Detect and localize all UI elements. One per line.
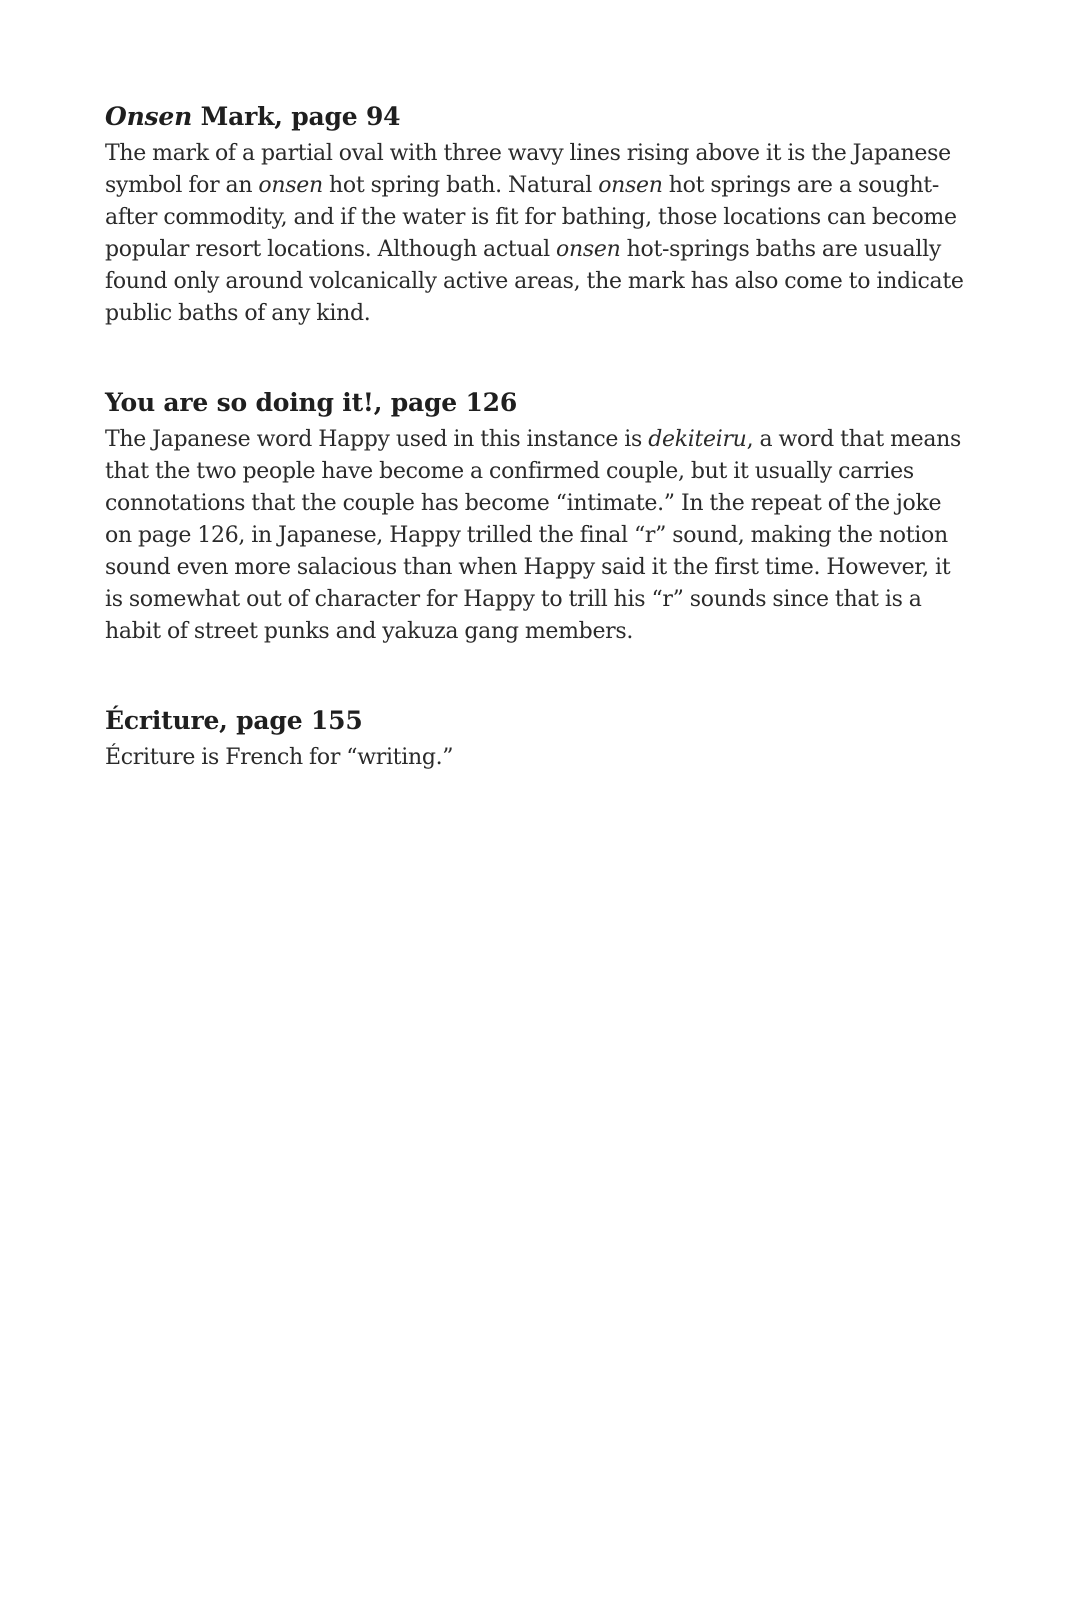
heading-text: Mark, page 94 xyxy=(192,102,401,131)
note-heading xyxy=(105,98,965,136)
body-run: Écriture is French for “writing.” xyxy=(105,745,454,770)
body-run: hot-springs baths are usually found only around volcanically active areas, the mark has also come to indicate public baths of any kind. xyxy=(105,237,964,326)
body-run-italic: dekiteiru xyxy=(648,427,747,452)
body-run-italic: onsen xyxy=(258,173,323,198)
note-heading xyxy=(105,702,965,740)
body-run: , a word that means that the two people have become a confirmed couple, but it usually carries connotations that the couple has become “intimate.” In the repeat of the joke on page 126, in Japanese, Happy trilled the final “r” sound, making the notion sound even more salacious than when Happy said it the first time. However, it is somewhat out of character for Happy to trill his “r” sounds since that is a habit of street punks and yakuza gang members. xyxy=(105,427,962,644)
note-body xyxy=(105,424,965,648)
note-so-doing-it xyxy=(105,384,965,648)
note-body xyxy=(105,742,965,774)
heading-italic: Onsen xyxy=(105,102,193,131)
glossary-page xyxy=(105,98,965,774)
note-ecriture xyxy=(105,702,965,774)
body-run: hot spring bath. Natural xyxy=(322,173,599,198)
heading-text: You are so doing it!, page 126 xyxy=(105,388,518,417)
body-run: The Japanese word Happy used in this instance is xyxy=(105,427,649,452)
note-onsen-mark xyxy=(105,98,965,330)
heading-text: Écriture, page 155 xyxy=(105,706,363,735)
note-body xyxy=(105,138,965,330)
body-run-italic: onsen xyxy=(598,173,663,198)
body-run-italic: onsen xyxy=(556,237,621,262)
body-run: hot springs are a sought-after commodity, and if the water is fit for bathing, those locations can become popular resort locations. Although actual xyxy=(105,173,957,262)
note-heading xyxy=(105,384,965,422)
body-run: The mark of a partial oval with three wavy lines rising above it is the Japanese symbol for an xyxy=(105,141,951,198)
